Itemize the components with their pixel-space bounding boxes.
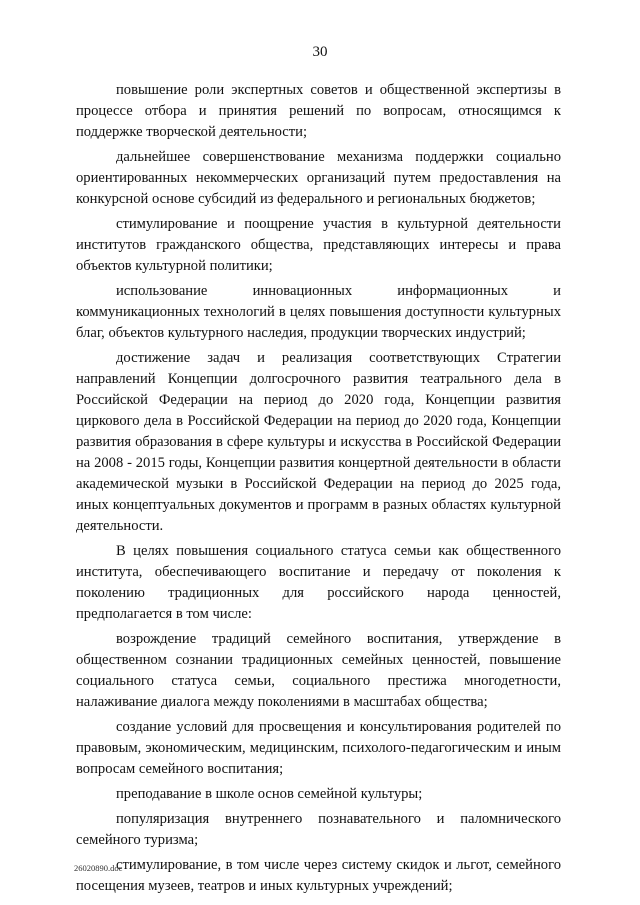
document-filename: 26020890.doc (74, 863, 123, 873)
paragraph: использование инновационных информационных и коммуникационных технологий в целях повышения доступности культурных благ, объектов культурного наследия, продукции творческих индустрий; (76, 283, 561, 341)
paragraph: возрождение традиций семейного воспитания, утверждение в общественном сознании традиционных семейных ценностей, повышение социального статуса семьи, социального престижа многодетности, налаживание диалога между поколениями в масштабах общества; (76, 631, 561, 710)
document-body (76, 80, 561, 901)
paragraph: В целях повышения социального статуса семьи как общественного института, обеспечивающего воспитание и передачу от поколения к поколению традиционных для российского народа ценностей, предполагается в том числе: (76, 543, 561, 622)
paragraph: повышение роли экспертных советов и общественной экспертизы в процессе отбора и принятия решений по вопросам, относящимся к поддержке творческой деятельности; (76, 82, 561, 140)
paragraph: дальнейшее совершенствование механизма поддержки социально ориентированных некоммерческих организаций путем предоставления на конкурсной основе субсидий из федерального и региональных бюджетов; (76, 149, 561, 207)
page-number: 30 (312, 44, 328, 60)
paragraph: создание условий для просвещения и консультирования родителей по правовым, экономическим, медицинским, психолого-педагогическим и иным вопросам семейного воспитания; (76, 719, 561, 777)
paragraph: стимулирование и поощрение участия в культурной деятельности институтов гражданского общества, представляющих интересы и права объектов культурной политики; (76, 216, 561, 274)
paragraph: популяризация внутреннего познавательного и паломнического семейного туризма; (76, 811, 561, 848)
paragraph: преподавание в школе основ семейной культуры; (116, 786, 423, 802)
paragraph: стимулирование, в том числе через систему скидок и льгот, семейного посещения музеев, театров и иных культурных учреждений; (76, 857, 561, 894)
paragraph: достижение задач и реализация соответствующих Стратегии направлений Концепции долгосрочного развития театрального дела в Российской Федерации на период до 2020 года, Концепции развития циркового дела в Российской Федерации на период до 2020 года, Концепции развития образования в сфере культуры и искусства в Российской Федерации на 2008 - 2015 годы, Концепции развития концертной деятельности в области академической музыки в Российской Федерации на период до 2025 года, иных концептуальных документов и программ в разных областях культурной деятельности. (76, 350, 561, 534)
